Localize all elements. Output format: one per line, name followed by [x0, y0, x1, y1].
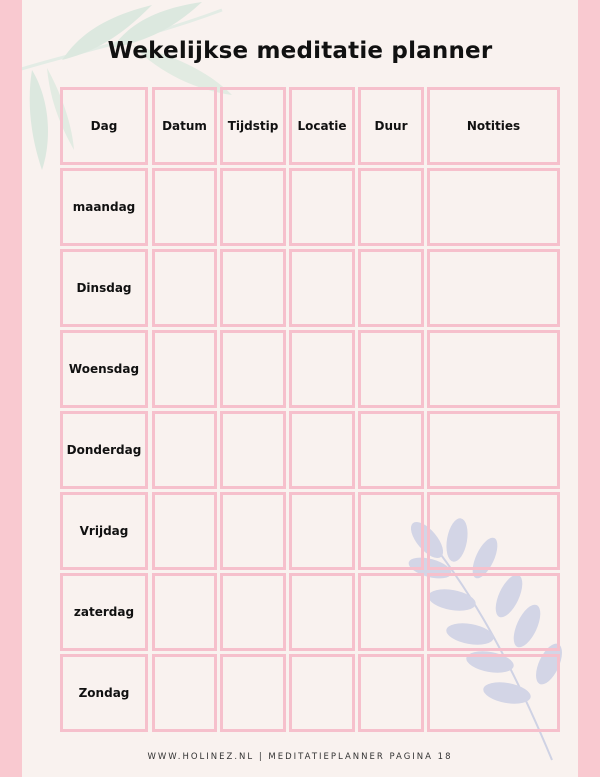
entry-cell-duur[interactable]: [358, 654, 424, 732]
header-cell-duur: Duur: [358, 87, 424, 165]
entry-cell-datum[interactable]: [152, 168, 217, 246]
entry-cell-duur[interactable]: [358, 573, 424, 651]
entry-cell-locatie[interactable]: [289, 249, 355, 327]
entry-cell-notities[interactable]: [427, 168, 560, 246]
entry-cell-duur[interactable]: [358, 249, 424, 327]
day-label-cell: Vrijdag: [60, 492, 148, 570]
entry-cell-tijdstip[interactable]: [220, 492, 286, 570]
entry-cell-duur[interactable]: [358, 492, 424, 570]
entry-cell-locatie[interactable]: [289, 168, 355, 246]
entry-cell-locatie[interactable]: [289, 330, 355, 408]
entry-cell-notities[interactable]: [427, 573, 560, 651]
day-label-cell: Donderdag: [60, 411, 148, 489]
entry-cell-tijdstip[interactable]: [220, 249, 286, 327]
entry-cell-locatie[interactable]: [289, 492, 355, 570]
entry-cell-datum[interactable]: [152, 411, 217, 489]
entry-cell-tijdstip[interactable]: [220, 411, 286, 489]
entry-cell-datum[interactable]: [152, 492, 217, 570]
entry-cell-tijdstip[interactable]: [220, 573, 286, 651]
header-cell-locatie: Locatie: [289, 87, 355, 165]
entry-cell-notities[interactable]: [427, 654, 560, 732]
entry-cell-datum[interactable]: [152, 249, 217, 327]
entry-cell-duur[interactable]: [358, 411, 424, 489]
page-title: Wekelijkse meditatie planner: [107, 38, 493, 64]
entry-cell-datum[interactable]: [152, 573, 217, 651]
footer-text: WWW.HOLINEZ.NL | MEDITATIEPLANNER PAGINA 18: [147, 752, 453, 762]
day-label-cell: Zondag: [60, 654, 148, 732]
header-cell-dag: Dag: [60, 87, 148, 165]
entry-cell-notities[interactable]: [427, 249, 560, 327]
header-cell-notities: Notities: [427, 87, 560, 165]
entry-cell-datum[interactable]: [152, 654, 217, 732]
day-label-cell: maandag: [60, 168, 148, 246]
header-cell-datum: Datum: [152, 87, 217, 165]
entry-cell-duur[interactable]: [358, 168, 424, 246]
entry-cell-locatie[interactable]: [289, 573, 355, 651]
entry-cell-tijdstip[interactable]: [220, 330, 286, 408]
entry-cell-notities[interactable]: [427, 492, 560, 570]
day-label-cell: Woensdag: [60, 330, 148, 408]
day-label-cell: zaterdag: [60, 573, 148, 651]
entry-cell-duur[interactable]: [358, 330, 424, 408]
entry-cell-datum[interactable]: [152, 330, 217, 408]
entry-cell-locatie[interactable]: [289, 411, 355, 489]
entry-cell-notities[interactable]: [427, 330, 560, 408]
header-cell-tijdstip: Tijdstip: [220, 87, 286, 165]
entry-cell-tijdstip[interactable]: [220, 168, 286, 246]
entry-cell-notities[interactable]: [427, 411, 560, 489]
entry-cell-locatie[interactable]: [289, 654, 355, 732]
entry-cell-tijdstip[interactable]: [220, 654, 286, 732]
day-label-cell: Dinsdag: [60, 249, 148, 327]
